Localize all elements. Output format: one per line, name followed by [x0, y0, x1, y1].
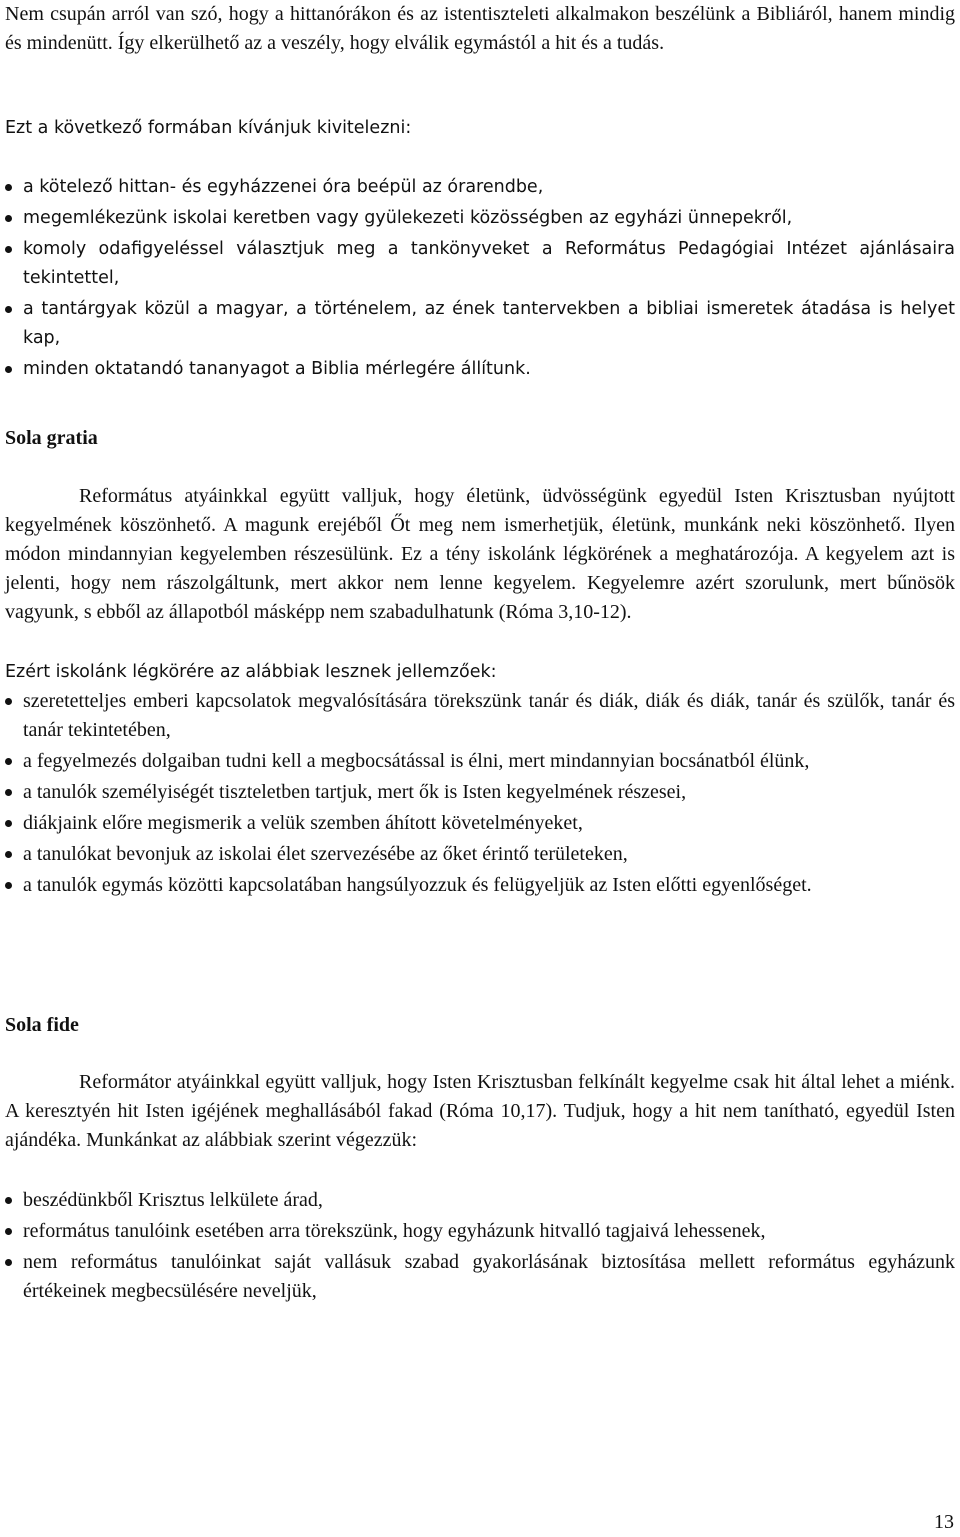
bullet-icon — [5, 306, 12, 313]
bullet-icon — [5, 851, 12, 858]
list-item: a tanulókat bevonjuk az iskolai élet szervezésébe az őket érintő területeken, — [5, 840, 955, 869]
list-item: szeretetteljes emberi kapcsolatok megvalósítására törekszünk tanár és diák, diák és diák, tanár és szülők, tanár és tanár tekintetében, — [5, 687, 955, 745]
section-heading-sola-fide: Sola fide — [5, 1014, 79, 1036]
list-item: a tanulók egymás közötti kapcsolatában hangsúlyozzuk és felügyeljük az Isten előtti egyenlőséget. — [5, 871, 955, 900]
list-item: beszédünkből Krisztus lelkülete árad, — [5, 1186, 955, 1215]
page-number: 13 — [934, 1511, 954, 1533]
bullet-icon — [5, 758, 12, 765]
list-item: diákjaink előre megismerik a velük szemben áhított követelményeket, — [5, 809, 955, 838]
bullet-icon — [5, 789, 12, 796]
list-item: a tantárgyak közül a magyar, a történelem, az ének tantervekben a bibliai ismeretek átadása is helyet kap, — [5, 295, 955, 353]
sola-gratia-lead: Ezért iskolánk légkörére az alábbiak lesznek jellemzőek: — [5, 662, 497, 682]
list-item: nem református tanulóinkat saját vallásuk szabad gyakorlásának biztosítása mellett református egyházunk értékeinek megbecsülésére neveljük, — [5, 1248, 955, 1306]
bullet-icon — [5, 366, 12, 373]
list-item: református tanulóink esetében arra törekszünk, hogy egyházunk hitvalló tagjaivá lehessenek, — [5, 1217, 955, 1246]
sola-fide-paragraph: Reformátor atyáinkkal együtt valljuk, hogy Isten Krisztusban felkínált kegyelme csak hit által lehet a miénk. A keresztyén hit Isten igéjének meghallásából fakad (Róma 10,17). Tudjuk, hogy a hit nem tanítható, egyedül Isten ajándéka. Munkánkat az alábbiak szerint végezzük: — [5, 1071, 955, 1151]
list-item: a kötelező hittan- és egyházzenei óra beépül az órarendbe, — [5, 173, 955, 202]
bullet-icon — [5, 698, 12, 705]
list-item: minden oktatandó tananyagot a Biblia mérlegére állítunk. — [5, 355, 955, 384]
bullet-icon — [5, 1197, 12, 1204]
bullet-icon — [5, 246, 12, 253]
sola-fide-list — [5, 1186, 955, 1308]
list-item: megemlékezünk iskolai keretben vagy gyülekezeti közösségben az egyházi ünnepekről, — [5, 204, 955, 233]
list-item: a fegyelmezés dolgaiban tudni kell a megbocsátással is élni, mert mindannyian bocsánatból élünk, — [5, 747, 955, 776]
intro-list — [5, 173, 955, 386]
section-heading-sola-gratia: Sola gratia — [5, 427, 98, 449]
sola-gratia-list — [5, 687, 955, 902]
bullet-icon — [5, 1259, 12, 1266]
intro-paragraph: Nem csupán arról van szó, hogy a hittanórákon és az istentiszteleti alkalmakon beszélünk a Bibliáról, hanem mindig és mindenütt. Így elkerülhető az a veszély, hogy elválik egymástól a hit és a tudás. — [5, 3, 955, 54]
list-item: komoly odafigyeléssel választjuk meg a tankönyveket a Református Pedagógiai Intézet ajánlásaira tekintettel, — [5, 235, 955, 293]
sola-gratia-paragraph: Református atyáinkkal együtt valljuk, hogy életünk, üdvösségünk egyedül Isten Krisztusban nyújtott kegyelmének köszönhető. A magunk erejéből Őt meg nem ismerhetjük, életünk, munkánk neki köszönhető. Ilyen módon mindannyian kegyelemben részesülünk. Ez a tény iskolánk légkörének a meghatározója. A kegyelem azt is jelenti, hogy nem rászolgáltunk, mert akkor nem lenne kegyelem. Kegyelemre azért szorulunk, mert bűnösök vagyunk, s ebből az állapotból másképp nem szabadulhatunk (Róma 3,10-12). — [5, 485, 955, 623]
intro-lead: Ezt a következő formában kívánjuk kivitelezni: — [5, 118, 412, 138]
bullet-icon — [5, 1228, 12, 1235]
bullet-icon — [5, 882, 12, 889]
list-item: a tanulók személyiségét tiszteletben tartjuk, mert ők is Isten kegyelmének részesei, — [5, 778, 955, 807]
bullet-icon — [5, 215, 12, 222]
bullet-icon — [5, 820, 12, 827]
bullet-icon — [5, 184, 12, 191]
